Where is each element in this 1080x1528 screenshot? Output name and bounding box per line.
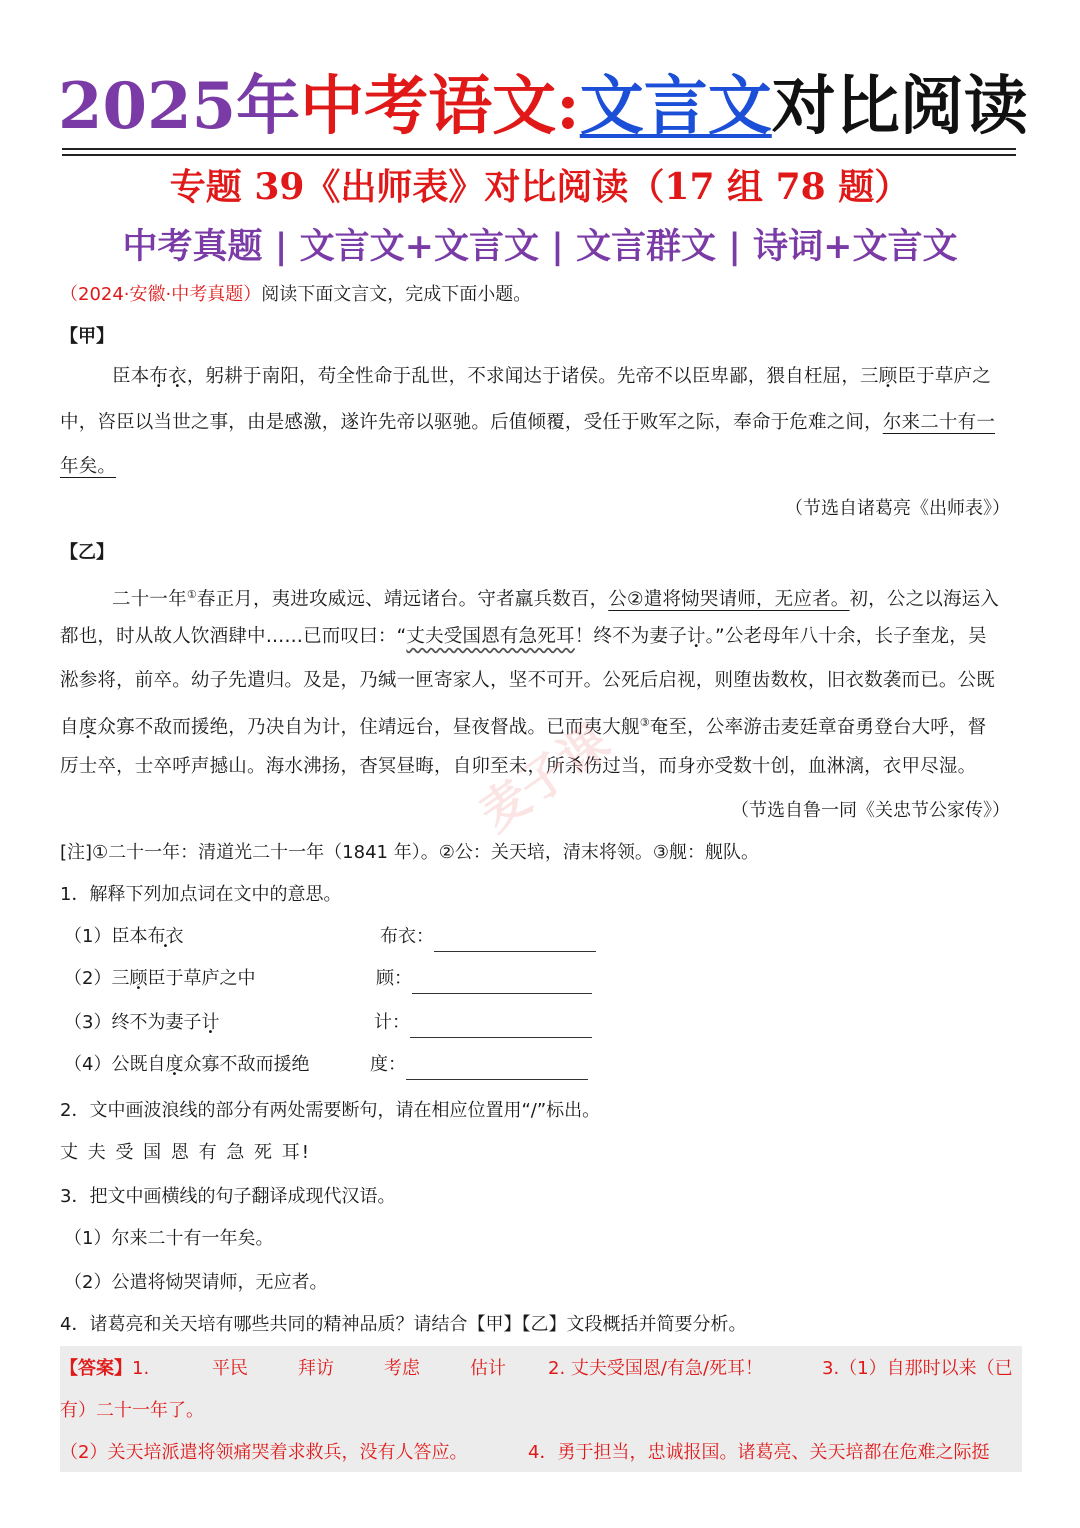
passage-yi-line-3: 淞参将，前卒。幼子先遣归。及是，乃缄一匣寄家人，坚不可开。公死后启视，则堕齿数枚，旧衣数袭而已。公既 [60,670,996,691]
title-classical: 文言文 [579,69,772,144]
field-label: 顾： [376,968,412,989]
wavy-underlined-sentence: 丈夫受国恩有急死耳 [406,626,575,647]
underlined-sentence: 年矣。 [60,456,117,477]
question-3-item-2: （2）公遣将恸哭请师，无应者。 [64,1272,328,1293]
dotted-char: 布 [149,366,169,387]
item-number: （3） [64,1012,112,1033]
dotted-char: 计 [686,626,706,647]
text-run: 众寡不敌而援绝，乃决自为计，住靖远台，昼夜督战。已而夷大舰 [97,717,640,739]
main-title [58,66,1028,148]
text-run: 二十一年 [112,589,187,611]
answer-2: 2. 丈夫受国恩/有急/死耳！ [548,1358,764,1379]
question-3-item-1: （1）尔来二十有一年矣。 [64,1228,274,1249]
passage-yi-line-4 [60,708,986,743]
text-run: 众寡不敌而援绝 [183,1054,310,1075]
dotted-char: 衣 [168,366,187,387]
footnote-mark: ③ [639,716,650,729]
answer-1-term-4: 估计 [470,1358,506,1379]
text-run: ，躬耕于南阳，苟全性命于乱世，不求闻达于诸侯。先帝不以臣卑鄙，猥自枉屈，三 [186,366,879,387]
intro-line [60,280,531,310]
text-run: 春正月，夷进攻威远、靖远诸台。守者羸兵数百， [196,589,609,611]
text-run: 公既自 [111,1054,166,1075]
text-run: 臣本 [111,926,148,947]
passage-yi-line-2 [60,622,987,652]
footnote: [注]①二十一年：清道光二十一年（1841 年）。②公：关天培，清末将领。③舰：舰队。 [60,842,759,863]
item-number: （1） [64,926,112,947]
answer-field-1 [380,922,596,952]
dotted-word: 计 [201,1012,220,1033]
question-3: 3．把文中画横线的句子翻译成现代汉语。 [60,1186,396,1207]
underlined-sentence: 公②遣将恸哭请师，无应者。 [608,589,850,611]
question-2-sentence: 丈 夫 受 国 恩 有 急 死 耳! [60,1142,311,1163]
item-number: （4） [64,1054,112,1075]
passage-jia-line-1 [112,362,991,392]
passage-jia-label: 【甲】 [60,326,114,347]
answer-3-1: 3.（1）自那时以来（已 [822,1358,1013,1379]
text-run: 中，咨臣以当世之事，由是感激，遂许先帝以驱驰。后值倾覆，受任于败军之际，奉命于危难之间， [60,412,883,433]
answer-blank[interactable] [412,973,592,994]
title-rule-top [62,148,1016,150]
text-run: 自 [60,717,79,739]
watermark: 麦子课 [469,713,620,843]
text-run: 臣本 [112,366,150,387]
title-exam: 中考语文: [300,69,580,144]
text-run: 臣于草庐之 [897,366,991,387]
passage-yi-line-5: 厉士卒，士卒呼声撼山。海水沸扬，杳冥昼晦，自卯至未，所杀伤过当，而身亦受数十创，血淋漓，衣甲尽湿。 [60,756,977,777]
footnote-mark: ① [186,588,197,601]
question-1-item-2 [64,964,255,994]
title-rule-bottom [62,154,1016,156]
question-2: 2．文中画波浪线的部分有两处需要断句，请在相应位置用“/”标出。 [60,1100,601,1121]
text-run: 臣于草庐之中 [147,968,256,989]
intro-instruction: 阅读下面文言文，完成下面小题。 [261,284,532,305]
question-4: 4．诸葛亮和关天培有哪些共同的精神品质？请结合【甲】【乙】文段概括并简要分析。 [60,1314,747,1335]
title-compare: 对比阅读 [771,69,1028,144]
dotted-char: 度 [78,717,98,739]
text-run: 终不为妻子 [111,1012,202,1033]
answer-field-2 [376,964,592,994]
passage-jia-line-2 [60,408,995,438]
title-year: 2025年 [58,69,301,144]
tagline: 中考真题 | 文言文+文言文 | 文言群文 | 诗词+文言文 [122,226,958,267]
subtitle: 专题 39《出师表》对比阅读（17 组 78 题） [169,166,911,208]
question-1-item-1 [64,922,183,952]
intro-source: （2024·安徽·中考真题） [60,284,262,305]
answer-blank[interactable] [434,931,596,952]
field-label: 布衣： [380,926,434,947]
passage-yi-line-1 [112,580,999,615]
field-label: 度： [370,1054,406,1075]
answer-blank[interactable] [406,1059,588,1080]
text-run: 奄至，公率游击麦廷章奋勇登台大呼，督 [649,717,987,739]
dotted-char: 顾 [878,366,898,387]
underlined-sentence: 尔来二十有一 [882,412,996,433]
question-1-item-3 [64,1008,219,1038]
passage-yi-label: 【乙】 [60,542,114,563]
passage-jia-line-3 [60,452,116,482]
question-1: 1．解释下列加点词在文中的意思。 [60,884,342,905]
answer-line-1 [60,1354,149,1384]
answer-field-3 [374,1008,592,1038]
question-1-item-4 [64,1050,309,1080]
text-run: 三 [111,968,130,989]
passage-yi-citation: （节选自鲁一同《关忠节公家传》） [731,800,1010,821]
text-run: 。”公老母年八十余，长子奎龙，吴 [705,626,987,647]
answer-1-term-2: 拜访 [298,1358,334,1379]
dotted-word: 布衣 [147,926,184,947]
answer-blank[interactable] [410,1017,592,1038]
answer-1-term-1: 平民 [212,1358,248,1379]
answer-1-term-3: 考虑 [384,1358,420,1379]
text-run: 都也，时从故人饮酒肆中……已而叹曰：“ [60,626,407,647]
answer-4: 4．勇于担当，忠诚报国。诸葛亮、关天培都在危难之际挺 [528,1442,990,1463]
text-run: 初，公之以海运入 [849,589,1000,611]
answer-label: 【答案】 [60,1358,132,1379]
answer-3-2: （2）关天培派遣将领痛哭着求救兵，没有人答应。 [60,1442,468,1463]
dotted-word: 度 [165,1054,184,1075]
answer-field-4 [370,1050,588,1080]
answer-3-1-cont: 有）二十一年了。 [60,1400,204,1421]
field-label: 计： [374,1012,410,1033]
passage-jia-citation: （节选自诸葛亮《出师表》） [785,498,1010,519]
item-number: （2） [64,968,112,989]
text-run: ！终不为妻子 [574,626,687,647]
answer-1-number: 1. [132,1358,150,1379]
dotted-word: 顾 [129,968,148,989]
